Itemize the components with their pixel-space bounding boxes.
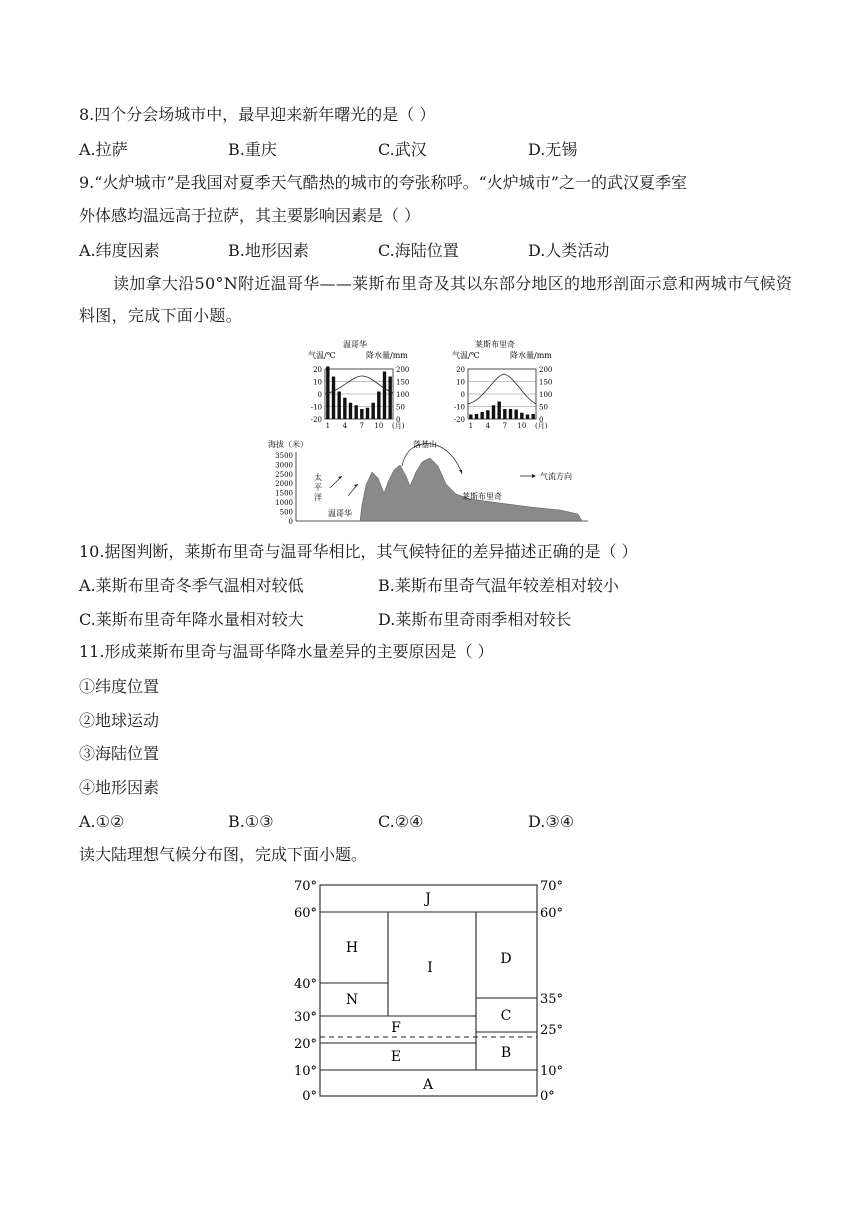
left-precip-tick: 200 [396, 366, 410, 374]
region-h: H [345, 940, 359, 956]
q10-stem: 10.据图判断，莱斯布里奇与温哥华相比，其气候特征的差异描述正确的是（ ） [79, 542, 638, 561]
lethbridge-temp-curve [468, 374, 536, 404]
q11-option-b: B.①③ [228, 812, 274, 831]
q10-option-a: A.莱斯布里奇冬季气温相对较低 [79, 576, 304, 595]
elevation-tick: 3500 [275, 452, 293, 460]
right-month-tick: 1 [468, 422, 474, 430]
region-d: D [500, 951, 512, 967]
right-precip-bar [526, 415, 529, 420]
right-temp-tick: -10 [453, 403, 465, 412]
right-precip-bar [509, 409, 512, 419]
region-a: A [422, 1077, 434, 1093]
left-temp-tick: -10 [310, 403, 322, 412]
left-precip-bar [383, 372, 386, 420]
right-precip-bar [514, 410, 517, 420]
right-precip-bar [475, 414, 478, 419]
left-lat-70: 70° [293, 879, 317, 894]
left-precip-bar [349, 403, 352, 419]
rockies-label: 落基山 [413, 440, 437, 449]
right-lat-25: 25° [540, 1023, 564, 1038]
left-temp-tick: -20 [310, 416, 322, 424]
left-precip-tick: 150 [396, 378, 410, 387]
left-temp-label: 气温/℃ [308, 351, 336, 360]
region-n: N [345, 992, 359, 1008]
q11-option-a: A.①② [79, 812, 125, 831]
right-month-tick: 4 [485, 422, 491, 430]
q11-item-2: ②地球运动 [79, 711, 160, 730]
q8-option-d: D.无锡 [528, 140, 578, 159]
right-lat-35: 35° [540, 992, 564, 1007]
q9-stem-line2: 外体感均温远高于拉萨，其主要影响因素是（ ） [79, 206, 421, 225]
right-temp-tick: -20 [453, 416, 465, 424]
left-precip-bar [337, 392, 340, 420]
q8-option-a: A.拉萨 [79, 140, 128, 159]
left-lat-40: 40° [293, 977, 317, 992]
right-precip-bar [486, 410, 489, 419]
pacific-label-1: 太 [314, 473, 322, 482]
right-temp-label: 气温/℃ [452, 351, 480, 360]
right-month-tick: 7 [502, 422, 508, 430]
q10-option-c: C.莱斯布里奇年降水量相对较大 [79, 610, 304, 629]
right-precip-label: 降水量/mm [510, 351, 552, 360]
left-month-unit: (月) [392, 422, 405, 430]
left-month-tick: 7 [359, 422, 365, 430]
right-precip-bar [497, 402, 500, 420]
left-precip-label: 降水量/mm [366, 351, 408, 360]
q11-item-4: ④地形因素 [79, 778, 160, 797]
right-precip-bar [520, 413, 523, 419]
q9-option-c: C.海陆位置 [378, 241, 459, 260]
right-temp-tick: 0 [460, 391, 465, 399]
region-f: F [391, 1020, 401, 1036]
region-i: I [427, 960, 433, 976]
right-lat-10: 10° [540, 1064, 564, 1079]
left-precip-tick: 100 [396, 391, 410, 399]
left-precip-bar [332, 377, 335, 420]
left-lat-20: 20° [293, 1037, 317, 1052]
left-precip-bar [371, 403, 374, 419]
left-lat-10: 10° [293, 1064, 317, 1079]
left-precip-bar [377, 392, 380, 420]
q10-option-b: B.莱斯布里奇气温年较差相对较小 [378, 576, 619, 595]
pacific-label-3: 洋 [314, 493, 322, 502]
left-lat-30: 30° [293, 1010, 317, 1025]
q11-option-c: C.②④ [378, 812, 424, 831]
q9-option-b: B.地形因素 [228, 241, 309, 260]
left-precip-tick: 0 [396, 416, 401, 424]
right-precip-tick: 50 [539, 403, 548, 412]
q8-option-b: B.重庆 [228, 140, 277, 159]
left-lat-60: 60° [293, 906, 317, 921]
left-month-tick: 4 [342, 422, 348, 430]
right-precip-bar [469, 415, 472, 420]
right-month-tick: 10 [517, 422, 527, 430]
left-temp-tick: 20 [313, 366, 322, 374]
elevation-tick: 2000 [275, 480, 293, 489]
q11-item-3: ③海陆位置 [79, 744, 160, 763]
left-precip-bar [354, 405, 357, 419]
lethbridge-profile-label: 莱斯布里奇 [462, 492, 502, 501]
right-lat-0: 0° [540, 1089, 555, 1104]
terrain-profile [360, 458, 582, 521]
q8-option-c: C.武汉 [378, 140, 427, 159]
right-lat-60: 60° [540, 906, 564, 921]
right-precip-tick: 100 [539, 391, 553, 399]
left-precip-bar [366, 408, 369, 419]
q11-stem: 11.形成莱斯布里奇与温哥华降水量差异的主要原因是（ ） [79, 642, 494, 661]
left-precip-bar [343, 398, 346, 419]
figure-ideal-continent [0, 860, 860, 1120]
vancouver-chart-title: 温哥华 [343, 340, 367, 349]
elevation-tick: 1000 [275, 499, 293, 507]
elevation-tick: 500 [279, 508, 293, 517]
q11-item-1: ①纬度位置 [79, 677, 160, 696]
left-precip-bar [388, 377, 391, 420]
q8-stem: 8.四个分会场城市中，最早迎来新年曙光的是（ ） [79, 105, 436, 124]
q9-stem-line1: 9.“火炉城市”是我国对夏季天气酷热的城市的夸张称呼。“火炉城市”之一的武汉夏季室 [79, 173, 687, 192]
right-precip-bar [503, 409, 506, 419]
passage-1: 读加拿大沿50°N附近温哥华——莱斯布里奇及其以东部分地区的地形剖面示意和两城市气候资料图，完成下面小题。 [79, 274, 793, 325]
region-j: J [425, 891, 431, 907]
region-c: C [500, 1008, 512, 1024]
q9-option-a: A.纬度因素 [79, 241, 160, 260]
right-month-unit: (月) [535, 422, 548, 430]
left-month-tick: 1 [325, 422, 331, 430]
elevation-tick: 1500 [275, 489, 293, 498]
right-precip-bar [480, 412, 483, 419]
left-precip-tick: 50 [396, 403, 405, 412]
lethbridge-chart-title: 莱斯布里奇 [475, 340, 515, 349]
airflow-legend-label: 气流方向 [540, 472, 572, 481]
q9-option-d: D.人类活动 [528, 241, 610, 260]
right-precip-tick: 0 [539, 416, 544, 424]
pacific-label-2: 平 [314, 483, 322, 492]
right-lat-70: 70° [540, 879, 564, 894]
right-precip-bar [531, 414, 534, 419]
right-precip-tick: 150 [539, 378, 553, 387]
left-temp-tick: 0 [317, 391, 322, 399]
left-lat-0: 0° [302, 1089, 317, 1104]
right-precip-tick: 200 [539, 366, 553, 374]
vancouver-profile-label: 温哥华 [328, 509, 352, 518]
elevation-tick: 3000 [275, 461, 293, 470]
elevation-tick: 2500 [275, 470, 293, 479]
elevation-axis-label: 海拔（米） [268, 440, 308, 449]
left-precip-bar [360, 409, 363, 419]
q11-option-d: D.③④ [528, 812, 575, 831]
q10-option-d: D.莱斯布里奇雨季相对较长 [378, 610, 572, 629]
right-temp-tick: 10 [456, 378, 465, 387]
left-temp-tick: 10 [313, 378, 322, 387]
right-temp-tick: 20 [456, 366, 465, 374]
figure-climate-profile [0, 0, 860, 540]
elevation-tick: 0 [288, 517, 293, 526]
passage-2: 读大陆理想气候分布图，完成下面小题。 [79, 845, 368, 864]
left-month-tick: 10 [374, 422, 384, 430]
region-e: E [390, 1049, 402, 1065]
right-precip-bar [492, 405, 495, 419]
region-b: B [500, 1045, 512, 1061]
